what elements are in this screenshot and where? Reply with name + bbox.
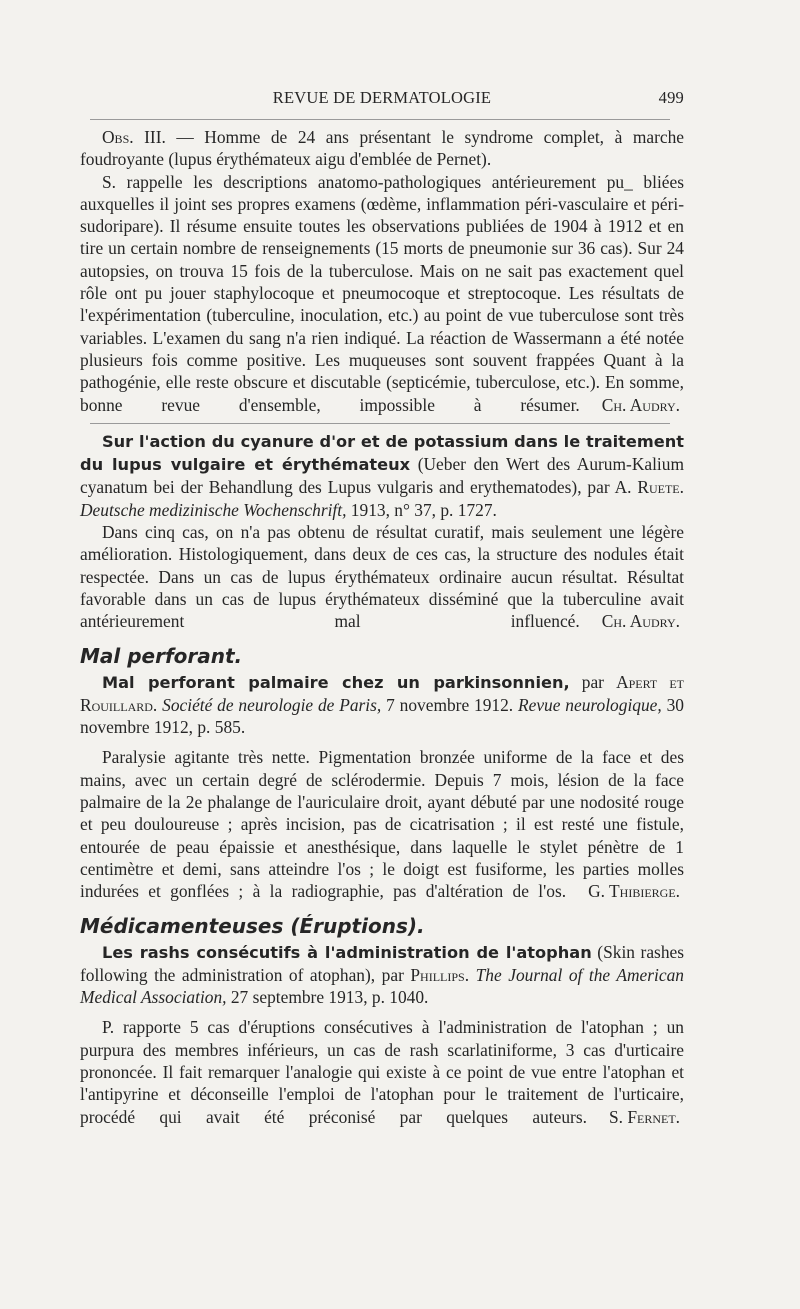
mal-body <box>80 746 684 902</box>
article1-reference: Sur l'action du cyanure d'or et de potassium dans le traitement du lupus vulgaire et érythémateux (Ueber den Wert des Aurum-Kalium cyanatum bei der Behandlung des Lupus vulgaris and erythematodes), par A. Ruete. Deutsche medizinische Wochenschrift, 1913, n° 37, p. 1727. <box>80 431 684 520</box>
mal-journal1: Société de neurologie de Paris, <box>162 694 382 715</box>
article1-title: Sur l'action du cyanure d'or et de potassium dans le traitement du lupus vulgaire et érythémateux <box>80 431 684 475</box>
med-journal: The Journal of the American Medical Association, <box>80 964 684 1008</box>
running-head <box>80 88 684 110</box>
summary-text: S. rappelle les descriptions anatomo-pathologiques antérieurement pu_ bliées auxquelles il joint ses propres examens (œdème, inflammation péri-vasculaire et péri-sudoripare). Il résume ensuite toutes les observations publiées de 1904 à 1912 et en tire un certain nombre de renseignements (15 morts de pneumonie sur 36 cas). Sur 24 autopsies, on trouva 15 fois de la tuberculose. Mais on ne sait pas exactement quel rôle ont pu jouer staphylocoque et pneumocoque et streptocoque. Les résultats de l'expérimentation (tuberculine, inoculation, etc.) au point de vue tuberculose sont très variables. L'examen du sang n'a rien indiqué. La réaction de Wassermann a été notée plusieurs fois comme positive. Les muqueuses sont souvent frappées Quant à la pathogénie, elle reste obscure et discutable (septicémie, tuberculose, etc.). En somme, bonne revue d'ensemble, impossible à résumer. <box>80 171 684 415</box>
mal-ref1: 7 novembre 1912. <box>381 694 518 715</box>
obs-text: — Homme de 24 ans présentant le syndrome complet, à marche foudroyante (lupus érythémateux aigu d'emblée de Pernet). <box>80 127 684 170</box>
med-body <box>80 1016 684 1127</box>
mal-reference <box>80 671 684 739</box>
summary-signature: Ch. Audry. <box>601 394 680 415</box>
article1-journal: Deutsche medizinische Wochenschrift, <box>80 499 347 520</box>
mal-title: Mal perforant palmaire chez un parkinsonnien, <box>102 672 570 692</box>
article1-subtitle: (Ueber den Wert des Aurum-Kalium cyanatum bei der Behandlung des Lupus vulgaris and erythematodes), par A. <box>80 454 684 498</box>
journal-title: REVUE DE DERMATOLOGIE <box>272 88 492 107</box>
article1-body <box>80 521 684 632</box>
mal-authors: Apert et Rouillard. <box>80 671 684 715</box>
mal-by: par <box>569 671 617 692</box>
article1-ref: 1913, n° 37, p. 1727. <box>346 499 497 520</box>
obs-label: Obs. III. <box>102 127 166 147</box>
body-text <box>80 126 684 1128</box>
med-author: Phillips. <box>410 964 470 985</box>
header-rule <box>90 119 670 120</box>
med-body-text: P. rapporte 5 cas d'éruptions consécutives à l'administration de l'atophan ; un purpura des membres inférieurs, un cas de rash scarlatiniforme, 3 cas d'urticaire prononcée. Il fait remarquer l'analogie qui existe à ce point de vue entre l'atophan et l'antipyrine et déconseille l'emploi de l'atophan pour le traitement de l'urticaire, procédé qui avait été préconisé par quelques auteurs. <box>80 1017 684 1127</box>
section-heading-mal-perforant: Mal perforant. <box>80 643 243 668</box>
article1-author: Ruete <box>637 477 680 498</box>
separator-rule <box>90 423 670 424</box>
med-title: Les rashs consécutifs à l'administration de l'atophan <box>102 942 592 962</box>
obs-paragraph <box>80 126 684 171</box>
mal-journal2: Revue neurologique, <box>517 694 662 715</box>
section-heading-medicamenteuses: Médicamenteuses (Éruptions). <box>80 913 425 938</box>
mal-signature: G. Thibierge. <box>588 881 680 902</box>
mal-body-text: Paralysie agitante très nette. Pigmentation bronzée uniforme de la face et des mains, avec un certain degré de sclérodermie. Depuis 7 mois, lésion de la face palmaire de la 2e phalange de l'auriculaire droit, ayant débuté par une nodosité rouge et peu douloureuse ; après incision, pas de cicatrisation ; il est resté une fistule, entourée de peau épaissie et anesthésique, dans laquelle le stylet pénètre de 1 centimètre et demi, sans atteindre l'os ; le doigt est fusiforme, les parties molles indurées et gonflées ; à la radiographie, pas d'altération de l'os. <box>80 747 684 902</box>
med-signature: S. Fernet. <box>608 1106 680 1127</box>
mal-ref2: 30 novembre 1912, p. 585. <box>80 694 684 738</box>
med-reference <box>80 941 684 1009</box>
article1-body-text: Dans cinq cas, on n'a pas obtenu de résultat curatif, mais seulement une légère amélioration. Histologiquement, dans deux de ces cas, la structure des nodules était respectée. Dans un cas de lupus érythémateux ordinaire aucun résultat. Résultat favorable dans un cas de lupus érythémateux disséminé que la tuberculine avait antérieurement mal influencé. <box>80 522 684 632</box>
med-subtitle: (Skin rashes following the administration of atophan), par <box>80 941 685 985</box>
summary-paragraph <box>80 171 684 416</box>
article1-signature: Ch. Audry. <box>601 611 680 632</box>
med-ref: 27 septembre 1913, p. 1040. <box>226 987 429 1008</box>
page-number: 499 <box>658 88 684 107</box>
